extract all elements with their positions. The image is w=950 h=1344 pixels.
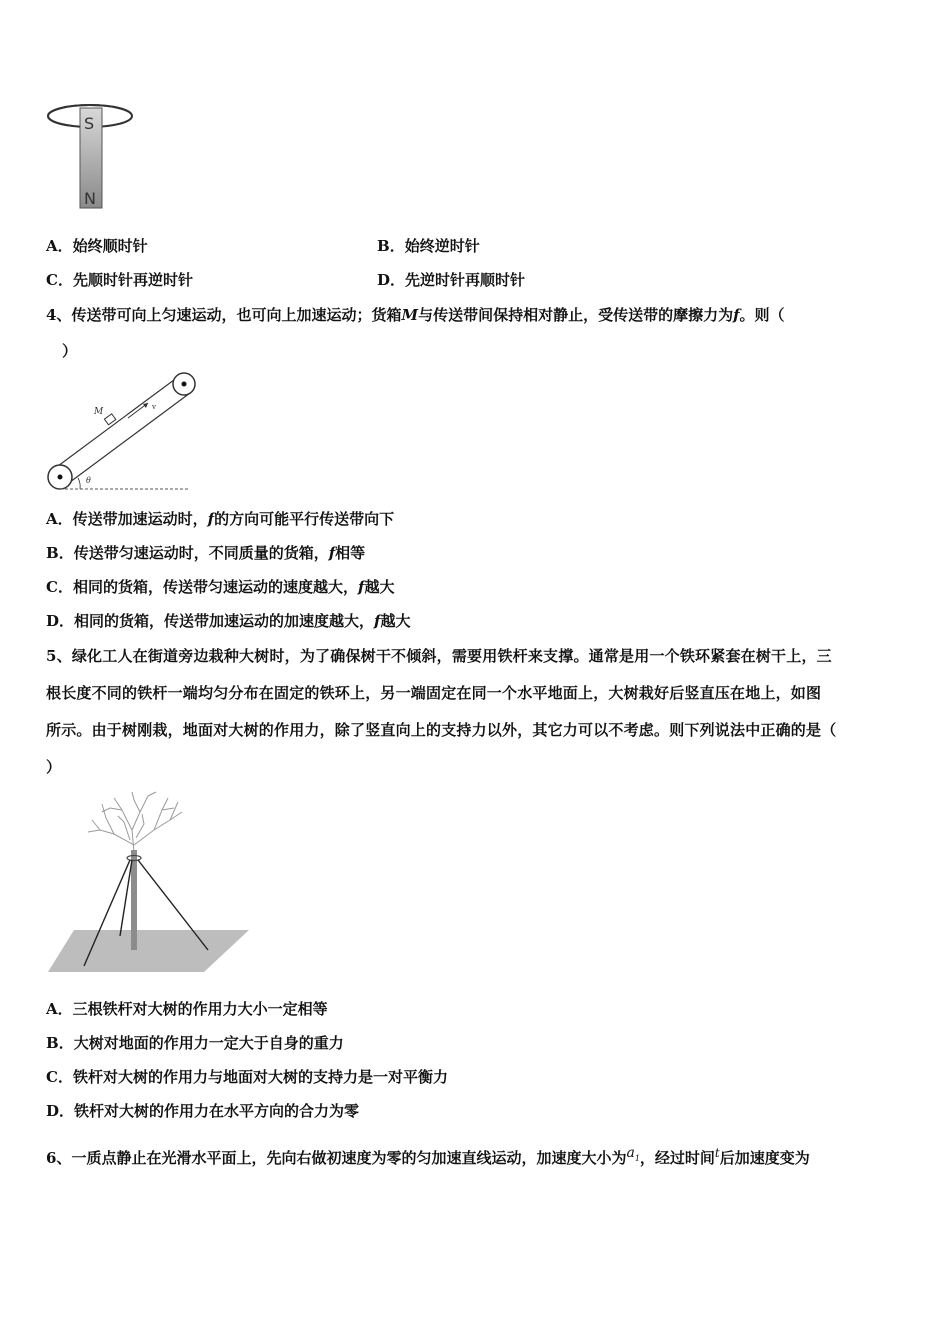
var-f: f xyxy=(328,544,336,562)
option-pre: 传送带匀速运动时，不同质量的货箱， xyxy=(73,544,329,562)
option-label: D xyxy=(46,1102,60,1120)
option-label: D xyxy=(46,612,60,630)
option-text: 铁杆对大树的作用力在水平方向的合力为零 xyxy=(74,1102,360,1120)
tree-support-figure xyxy=(44,790,254,976)
tree-branches xyxy=(88,792,182,852)
option-label: C xyxy=(46,578,58,596)
var-f: f xyxy=(207,510,215,528)
q4-option-a[interactable]: A．传送带加速运动时，f的方向可能平行传送带向下 xyxy=(46,510,395,528)
q4-stem-b: 与传送带间保持相对静止，受传送带的摩擦力为 xyxy=(418,306,734,324)
q4-stem xyxy=(46,305,785,325)
option-pre: 传送带加速运动时， xyxy=(72,510,208,528)
var-a-sub: 1 xyxy=(634,1153,640,1163)
q4-stem-a: 传送带可向上匀速运动，也可向上加速运动；货箱 xyxy=(71,306,402,324)
magnet-pole-n: N xyxy=(84,189,96,208)
q4-option-c[interactable]: C．相同的货箱，传送带匀速运动的速度越大，f越大 xyxy=(46,578,395,596)
var-a-base: a xyxy=(626,1145,635,1161)
option-text: 铁杆对大树的作用力与地面对大树的支持力是一对平衡力 xyxy=(72,1068,448,1086)
option-post: 相等 xyxy=(335,544,366,562)
q6-stem-c: 后加速度变为 xyxy=(719,1149,810,1167)
q5-option-c[interactable]: C．铁杆对大树的作用力与地面对大树的支持力是一对平衡力 xyxy=(46,1068,448,1086)
q3-option-c[interactable]: C．先顺时针再逆时针 xyxy=(46,271,193,289)
option-pre: 相同的货箱，传送带加速运动的加速度越大， xyxy=(74,612,375,630)
fig-label-theta: θ xyxy=(86,476,91,485)
magnet-ring-figure xyxy=(40,96,140,214)
question-number: 5、 xyxy=(46,647,72,665)
q5-option-d[interactable]: D．铁杆对大树的作用力在水平方向的合力为零 xyxy=(46,1102,360,1120)
q4-stem-c: 。则（ xyxy=(739,306,785,324)
q5-option-b[interactable]: B．大树对地面的作用力一定大于自身的重力 xyxy=(46,1034,344,1052)
option-label: A xyxy=(46,237,58,255)
option-label: D xyxy=(377,271,391,289)
option-label: C xyxy=(46,271,58,289)
question-number: 4、 xyxy=(46,306,72,324)
q6-stem-a: 一质点静止在光滑水平面上，先向右做初速度为零的匀加速直线运动，加速度大小为 xyxy=(71,1149,627,1167)
option-label: A xyxy=(46,510,58,528)
option-text: 大树对地面的作用力一定大于自身的重力 xyxy=(73,1034,344,1052)
option-text: 始终逆时针 xyxy=(404,237,480,255)
option-text: 始终顺时针 xyxy=(72,237,148,255)
option-label: B xyxy=(46,544,59,562)
magnet-pole-s: S xyxy=(84,114,95,133)
q3-option-d[interactable]: D．先逆时针再顺时针 xyxy=(377,271,526,289)
option-pre: 相同的货箱，传送带匀速运动的速度越大， xyxy=(72,578,358,596)
q4-stem-close: ） xyxy=(62,342,78,360)
var-f: f xyxy=(733,306,740,324)
q5-stem-line-2: 根长度不同的铁杆一端均匀分布在固定的铁环上，另一端固定在同一个水平地面上，大树栽好后竖直压在地上，如图 xyxy=(46,684,822,702)
option-text: 三根铁杆对大树的作用力大小一定相等 xyxy=(72,1000,328,1018)
conveyor-belt-figure xyxy=(40,366,200,494)
q5-option-a[interactable]: A．三根铁杆对大树的作用力大小一定相等 xyxy=(46,1000,328,1018)
var-f: f xyxy=(374,612,381,630)
q5-line1-text: 绿化工人在街道旁边栽种大树时，为了确保树干不倾斜，需要用铁杆来支撑。通常是用一个铁环紧套在树干上，三 xyxy=(71,647,832,665)
q4-option-d[interactable]: D．相同的货箱，传送带加速运动的加速度越大，f越大 xyxy=(46,612,411,630)
option-label: B xyxy=(377,237,390,255)
q6-stem xyxy=(46,1145,810,1175)
fig-label-m: M xyxy=(94,407,104,417)
question-number: 6、 xyxy=(46,1149,72,1167)
var-a xyxy=(626,1145,639,1161)
option-text: 先顺时针再逆时针 xyxy=(72,271,193,289)
var-t: t xyxy=(714,1146,720,1160)
q3-option-b[interactable]: B．始终逆时针 xyxy=(377,237,480,255)
cargo-box xyxy=(104,414,115,425)
q6-stem-b: ，经过时间 xyxy=(639,1149,715,1167)
option-post: 的方向可能平行传送带向下 xyxy=(214,510,395,528)
q4-option-b[interactable]: B．传送带匀速运动时，不同质量的货箱，f相等 xyxy=(46,544,366,562)
option-label: A xyxy=(46,1000,58,1018)
q5-stem-line-4: ） xyxy=(46,758,62,776)
ground-plane xyxy=(48,930,249,972)
q5-stem-line-3: 所示。由于树刚栽，地面对大树的作用力，除了竖直向上的支持力以外，其它力可以不考虑。则下列说法中正确的是（ xyxy=(46,721,837,739)
support-rod-back xyxy=(120,860,132,936)
option-text: 先逆时针再顺时针 xyxy=(405,271,526,289)
option-post: 越大 xyxy=(380,612,411,630)
option-label: B xyxy=(46,1034,59,1052)
fig-label-v: v xyxy=(152,403,156,411)
option-post: 越大 xyxy=(364,578,395,596)
option-label: C xyxy=(46,1068,58,1086)
q5-stem-line-1 xyxy=(46,646,832,666)
var-f: f xyxy=(357,578,365,596)
var-M: M xyxy=(401,306,419,324)
q3-option-a[interactable]: A．始终顺时针 xyxy=(46,237,148,255)
